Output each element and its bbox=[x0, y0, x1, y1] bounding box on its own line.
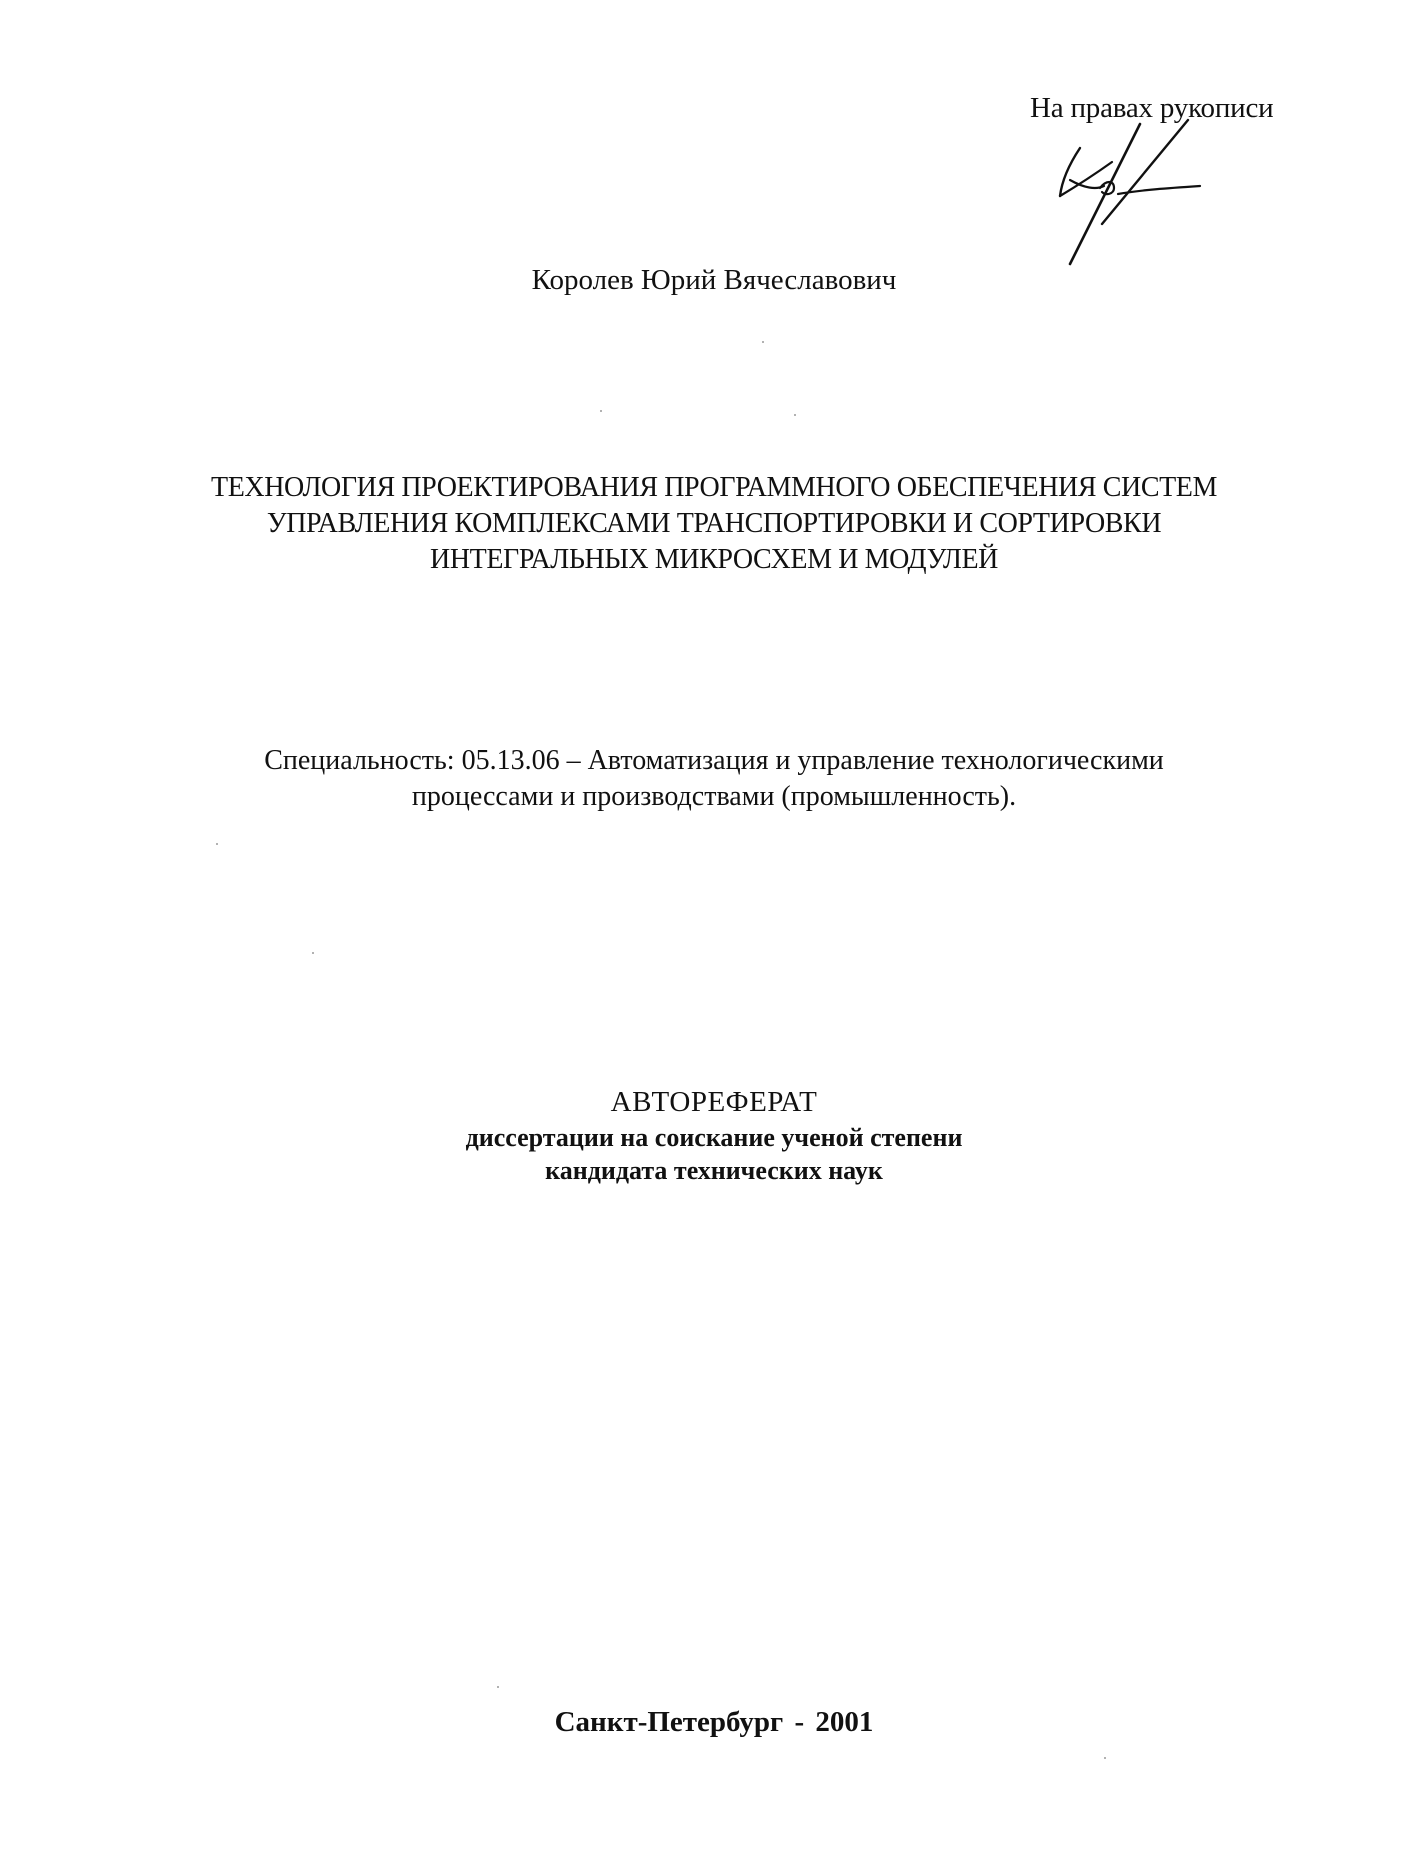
specialty bbox=[0, 743, 1428, 815]
specialty-line: Специальность: 05.13.06 – Автоматизация и управление технологическими bbox=[264, 745, 1164, 776]
scan-speck bbox=[600, 410, 602, 412]
city-year: Санкт-Петербург - 2001 bbox=[554, 1706, 874, 1738]
author-name: Королев Юрий Вячеславович bbox=[531, 264, 897, 296]
scan-speck bbox=[497, 1686, 499, 1688]
dissertation-title bbox=[0, 470, 1428, 578]
scan-speck bbox=[312, 952, 314, 954]
scan-speck bbox=[1104, 1757, 1106, 1759]
abstract-subtitle-line: диссертации на соискание ученой степени bbox=[465, 1123, 963, 1152]
abstract-subtitle-line: кандидата технических наук bbox=[545, 1156, 883, 1185]
scan-speck bbox=[216, 843, 218, 845]
title-line: ТЕХНОЛОГИЯ ПРОЕКТИРОВАНИЯ ПРОГРАММНОГО ОБЕСПЕЧЕНИЯ СИСТЕМ bbox=[210, 472, 1217, 503]
title-line: УПРАВЛЕНИЯ КОМПЛЕКСАМИ ТРАНСПОРТИРОВКИ И СОРТИРОВКИ bbox=[266, 508, 1162, 539]
specialty-line: процессами и производствами (промышленность). bbox=[411, 781, 1017, 812]
abstract-heading: АВТОРЕФЕРАТ bbox=[610, 1086, 818, 1118]
abstract-section bbox=[0, 1083, 1428, 1187]
scan-speck bbox=[794, 414, 796, 416]
scan-speck bbox=[762, 341, 764, 343]
title-line: ИНТЕГРАЛЬНЫХ МИКРОСХЕМ И МОДУЛЕЙ bbox=[430, 544, 998, 575]
manuscript-note: На правах рукописи bbox=[1030, 92, 1274, 124]
handwritten-signature bbox=[1040, 118, 1230, 268]
